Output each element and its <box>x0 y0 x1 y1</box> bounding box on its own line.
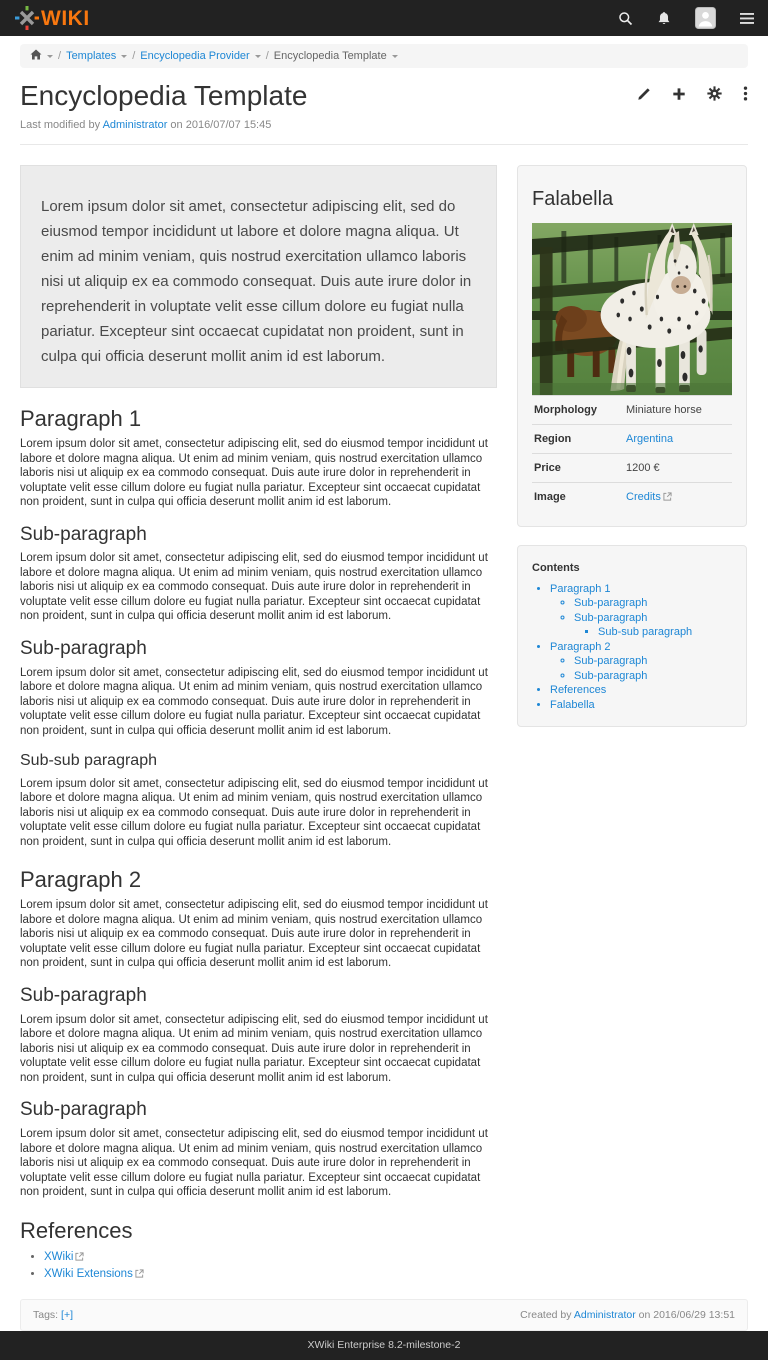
chevron-down-icon[interactable] <box>47 55 53 61</box>
version-bar <box>0 1331 768 1360</box>
created-by-user-link[interactable]: Administrator <box>573 1308 636 1321</box>
menu-icon[interactable] <box>740 12 754 25</box>
falabella-horse-image <box>532 223 732 395</box>
user-avatar[interactable] <box>695 7 716 29</box>
chevron-down-icon[interactable] <box>392 55 398 61</box>
header-divider <box>20 144 748 145</box>
external-link-icon <box>75 1252 84 1264</box>
toc-link-paragraph-1[interactable]: Paragraph 1 <box>550 582 611 595</box>
list-item <box>598 625 732 640</box>
list-item <box>550 582 732 640</box>
tags-label: Tags: <box>33 1308 59 1321</box>
infobox-label-image: Image <box>534 490 566 503</box>
version-text: XWiki Enterprise 8.2-milestone-2 <box>307 1338 461 1351</box>
breadcrumb-link-templates[interactable]: Templates <box>66 50 117 62</box>
contents-panel <box>517 545 747 728</box>
infobox-title: Falabella <box>532 187 614 210</box>
section-heading-paragraph-2: Paragraph 2 <box>20 867 142 893</box>
add-icon[interactable] <box>672 86 686 101</box>
edit-icon[interactable] <box>637 86 651 101</box>
breadcrumb: / Templates / Encyclopedia Provider / Encyclopedia Template <box>20 44 748 68</box>
infobox-panel <box>517 165 747 527</box>
list-item <box>44 1249 497 1266</box>
toc-link-sub-sub-paragraph[interactable]: Sub-sub paragraph <box>598 626 693 639</box>
list-item <box>550 698 732 713</box>
last-modified-line: Last modified by Administrator on 2016/07/07 15:45 <box>20 118 272 131</box>
chevron-down-icon[interactable] <box>255 55 261 61</box>
page-title: Encyclopedia Template <box>20 80 308 111</box>
more-options-icon[interactable] <box>743 86 748 101</box>
toc-link-references[interactable]: References <box>550 684 607 697</box>
document-body <box>20 165 497 1283</box>
section-paragraph: Lorem ipsum dolor sit amet, consectetur adipiscing elit, sed do eiusmod tempor incididunt ut labore et dolore magna aliqua. Ut enim ad minim veniam, quis nostrud exercitation ullamco laboris nisi ut aliquip ex ea commodo consequat. Duis aute irure dolor in reprehenderit in voluptate velit esse cillum dolore eu fugiat nulla pariatur. Excepteur sint occaecat cupidatat non proident, sunt in culpa qui officia deserunt mollit anim id est laborum. <box>20 899 488 970</box>
section-heading-references: References <box>20 1217 133 1243</box>
toc-link-sub-paragraph[interactable]: Sub-paragraph <box>574 597 648 610</box>
toc-link-sub-paragraph[interactable]: Sub-paragraph <box>574 611 648 624</box>
section-heading-sub-sub-paragraph: Sub-sub paragraph <box>20 752 157 770</box>
section-paragraph: Lorem ipsum dolor sit amet, consectetur adipiscing elit, sed do eiusmod tempor incididunt ut labore et dolore magna aliqua. Ut enim ad minim veniam, quis nostrud exercitation ullamco laboris nisi ut aliquip ex ea commodo consequat. Duis aute irure dolor in reprehenderit in voluptate velit esse cillum dolore eu fugiat nulla pariatur. Excepteur sint occaecat cupidatat non proident, sunt in culpa qui officia deserunt mollit anim id est laborum. <box>20 1128 488 1199</box>
toc-link-falabella[interactable]: Falabella <box>550 698 595 711</box>
sidebar <box>517 165 747 1283</box>
table-row <box>532 395 732 424</box>
chevron-down-icon[interactable] <box>121 55 127 61</box>
list-item <box>574 596 732 611</box>
xwiki-logo-x-icon <box>14 5 40 31</box>
page-content <box>20 36 748 1331</box>
created-by-line: Created by Administrator on 2016/06/29 13:51 <box>520 1308 735 1321</box>
infobox-value-price: 1200 € <box>626 461 660 474</box>
section-paragraph: Lorem ipsum dolor sit amet, consectetur adipiscing elit, sed do eiusmod tempor incididunt ut labore et dolore magna aliqua. Ut enim ad minim veniam, quis nostrud exercitation ullamco laboris nisi ut aliquip ex ea commodo consequat. Duis aute irure dolor in reprehenderit in voluptate velit esse cillum dolore eu fugiat nulla pariatur. Excepteur sint occaecat cupidatat non proident, sunt in culpa qui officia deserunt mollit anim id est laborum. <box>20 552 488 623</box>
table-row <box>532 453 732 482</box>
section-heading-sub-paragraph: Sub-paragraph <box>20 523 147 545</box>
reference-link-xwiki[interactable]: XWiki <box>44 1250 74 1263</box>
toc-link-sub-paragraph[interactable]: Sub-paragraph <box>574 655 648 668</box>
contents-heading: Contents <box>532 561 580 574</box>
breadcrumb-link-encyclopedia-provider[interactable]: Encyclopedia Provider <box>140 50 250 62</box>
external-link-icon <box>663 492 672 504</box>
modified-by-user-link[interactable]: Administrator <box>102 118 168 131</box>
xwiki-logo[interactable] <box>14 5 90 31</box>
section-heading-sub-paragraph: Sub-paragraph <box>20 637 147 659</box>
infobox-link-argentina[interactable]: Argentina <box>626 432 674 445</box>
xwiki-brand-text: WIKI <box>41 6 90 30</box>
list-item <box>550 683 732 698</box>
list-item <box>550 640 732 684</box>
search-icon[interactable] <box>618 11 633 26</box>
home-icon[interactable] <box>30 49 42 63</box>
top-navbar <box>0 0 768 36</box>
settings-gear-icon[interactable] <box>707 86 722 101</box>
list-item <box>44 1266 497 1283</box>
infobox-label-region: Region <box>534 432 572 445</box>
section-heading-paragraph-1: Paragraph 1 <box>20 405 142 431</box>
infobox-label-price: Price <box>534 461 561 474</box>
notifications-bell-icon[interactable] <box>657 11 671 26</box>
infobox-link-credits[interactable]: Credits <box>626 490 661 503</box>
references-list <box>20 1249 497 1283</box>
list-item <box>574 669 732 684</box>
abstract-box: Lorem ipsum dolor sit amet, consectetur adipiscing elit, sed do eiusmod tempor incididunt ut labore et dolore magna aliqua. Ut enim ad minim veniam, quis nostrud exercitation ullamco laboris nisi ut aliquip ex ea commodo consequat. Duis aute irure dolor in reprehenderit in voluptate velit esse cillum dolore eu fugiat nulla pariatur. Excepteur sint occaecat cupidatat non proident, sunt in culpa qui officia deserunt mollit anim id est laborum. <box>20 165 497 388</box>
section-paragraph: Lorem ipsum dolor sit amet, consectetur adipiscing elit, sed do eiusmod tempor incididunt ut labore et dolore magna aliqua. Ut enim ad minim veniam, quis nostrud exercitation ullamco laboris nisi ut aliquip ex ea commodo consequat. Duis aute irure dolor in reprehenderit in voluptate velit esse cillum dolore eu fugiat nulla pariatur. Excepteur sint occaecat cupidatat non proident, sunt in culpa qui officia deserunt mollit anim id est laborum. <box>20 777 488 848</box>
section-paragraph: Lorem ipsum dolor sit amet, consectetur adipiscing elit, sed do eiusmod tempor incididunt ut labore et dolore magna aliqua. Ut enim ad minim veniam, quis nostrud exercitation ullamco laboris nisi ut aliquip ex ea commodo consequat. Duis aute irure dolor in reprehenderit in voluptate velit esse cillum dolore eu fugiat nulla pariatur. Excepteur sint occaecat cupidatat non proident, sunt in culpa qui officia deserunt mollit anim id est laborum. <box>20 1013 488 1084</box>
add-tag-button[interactable]: [+] <box>61 1308 73 1321</box>
external-link-icon <box>135 1269 144 1281</box>
list-item <box>574 654 732 669</box>
section-heading-sub-paragraph: Sub-paragraph <box>20 1099 147 1121</box>
page-footer <box>20 1299 748 1331</box>
section-paragraph: Lorem ipsum dolor sit amet, consectetur adipiscing elit, sed do eiusmod tempor incididunt ut labore et dolore magna aliqua. Ut enim ad minim veniam, quis nostrud exercitation ullamco laboris nisi ut aliquip ex ea commodo consequat. Duis aute irure dolor in reprehenderit in voluptate velit esse cillum dolore eu fugiat nulla pariatur. Excepteur sint occaecat cupidatat non proident, sunt in culpa qui officia deserunt mollit anim id est laborum. <box>20 438 488 509</box>
section-paragraph: Lorem ipsum dolor sit amet, consectetur adipiscing elit, sed do eiusmod tempor incididunt ut labore et dolore magna aliqua. Ut enim ad minim veniam, quis nostrud exercitation ullamco laboris nisi ut aliquip ex ea commodo consequat. Duis aute irure dolor in reprehenderit in voluptate velit esse cillum dolore eu fugiat nulla pariatur. Excepteur sint occaecat cupidatat non proident, sunt in culpa qui officia deserunt mollit anim id est laborum. <box>20 666 488 737</box>
toc-link-paragraph-2[interactable]: Paragraph 2 <box>550 640 611 653</box>
toc-link-sub-paragraph[interactable]: Sub-paragraph <box>574 669 648 682</box>
infobox-value-morphology: Miniature horse <box>626 403 702 416</box>
table-row <box>532 482 732 512</box>
section-heading-sub-paragraph: Sub-paragraph <box>20 984 147 1006</box>
reference-link-xwiki-extensions[interactable]: XWiki Extensions <box>44 1267 133 1280</box>
tags-area <box>33 1309 73 1321</box>
list-item <box>574 611 732 640</box>
table-row <box>532 424 732 453</box>
infobox-label-morphology: Morphology <box>534 403 597 416</box>
infobox-table <box>532 395 732 512</box>
table-of-contents <box>532 582 732 713</box>
breadcrumb-current-page: Encyclopedia Template <box>273 50 387 62</box>
